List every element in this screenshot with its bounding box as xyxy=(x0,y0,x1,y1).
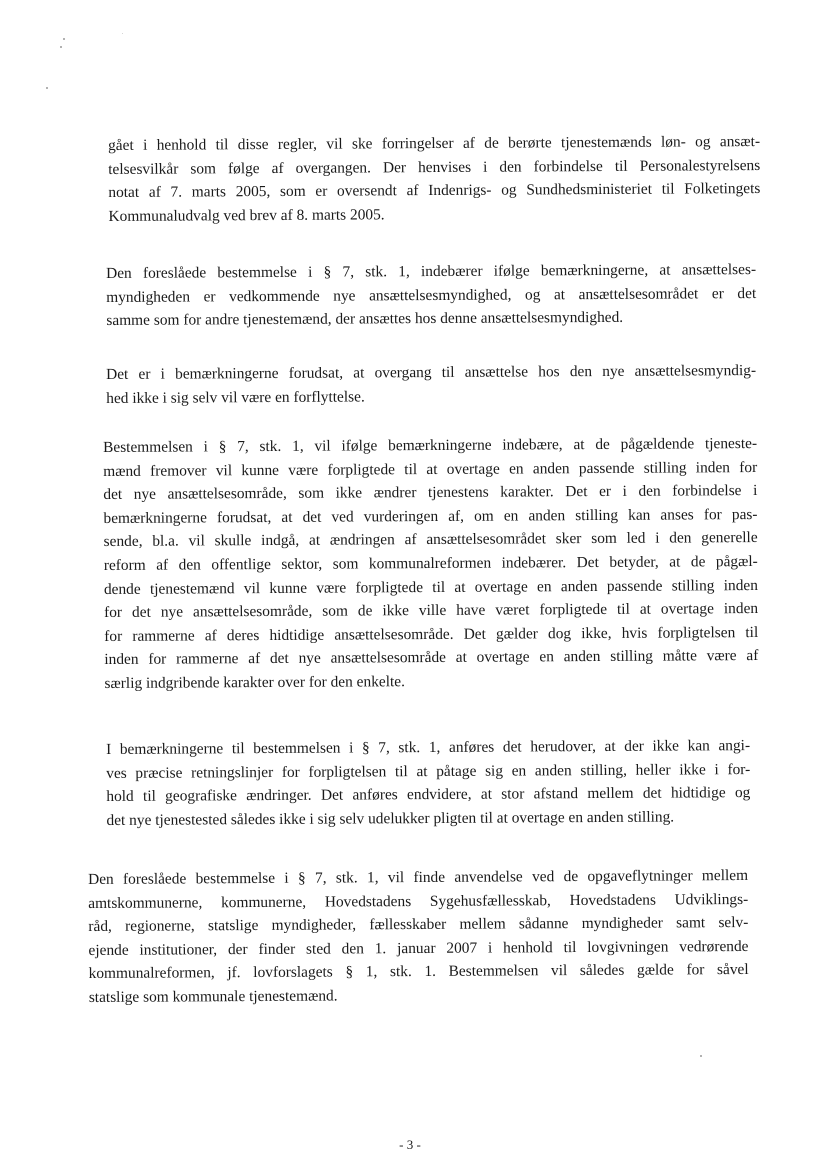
paragraph-line: Kommunaludvalg ved brev af 8. marts 2005. xyxy=(108,206,385,225)
paragraph-line: råd, regionerne, statslige myndigheder, fællesskaber mellem sådanne myndigheder samt selv- xyxy=(88,914,749,936)
paragraph-line: Den foreslåede bestemmelse i § 7, stk. 1, vil finde anvendelse ved de opgaveflytninger mellem xyxy=(88,866,749,888)
paragraph-line: Den foreslåede bestemmelse i § 7, stk. 1, indebærer ifølge bemærkningerne, at ansættelses- xyxy=(106,261,757,282)
paragraph-line: Det er i bemærkningerne forudsat, at overgang til ansættelse hos den nye ansættelsesmyndig- xyxy=(106,362,757,383)
scan-speck xyxy=(60,46,62,48)
paragraph-line: sende, bl.a. vil skulle indgå, at ændringen af ansættelsesområdet sker som led i den generelle xyxy=(103,529,758,551)
scan-speck xyxy=(122,33,123,34)
paragraph-line: samme som for andre tjenestemænd, der ansættes hos denne ansættelsesmyndighed. xyxy=(106,309,624,330)
paragraph-line: for rammerne af deres hidtidige ansættelsesområde. Det gælder dog ikke, hvis forpligtelsen til xyxy=(104,623,759,645)
paragraph-4 xyxy=(103,432,759,696)
paragraph-line: ves præcise retningslinjer for forpligtelsen til at påtage sig en anden stilling, heller ikke i for- xyxy=(106,760,751,782)
paragraph-line: bemærkningerne forudsat, at det ved vurderingen af, om en anden stilling kan anses for pas- xyxy=(103,505,758,527)
page-number: - 3 - xyxy=(399,1137,421,1152)
paragraph-line: amtskommunerne, kommunerne, Hovedstadens Sygehusfællesskab, Hovedstadens Udviklings- xyxy=(88,890,749,912)
paragraph-5 xyxy=(106,734,751,832)
paragraph-line: myndigheden er vedkommende nye ansættelsesmyndighed, og at ansættelsesområdet er det xyxy=(106,284,757,306)
paragraph-line: for det nye ansættelsesområde, som de ikke ville have været forpligtede til at overtage inden xyxy=(104,600,759,622)
paragraph-line: det nye ansættelsesområde, som ikke ændrer tjenestens karakter. Det er i den forbindelse i xyxy=(103,482,758,504)
paragraph-line: ejende institutioner, der finder sted den 1. januar 2007 i henhold til lovgivningen vedrørende xyxy=(88,937,749,959)
paragraph-6 xyxy=(88,864,749,1010)
paragraph-line: statslige som kommunale tjenestemænd. xyxy=(88,987,338,1006)
scan-speck xyxy=(46,87,48,89)
scan-speck xyxy=(700,1055,702,1057)
paragraph-line: hold til geografiske ændringer. Det anføres endvidere, at stor afstand mellem det hidtidige og xyxy=(106,784,751,806)
paragraph-line: gået i henhold til disse regler, vil ske forringelser af de berørte tjenestemænds løn- og ansæt- xyxy=(108,133,761,154)
paragraph-line: mænd fremover vil kunne være forpligtede til at overtage en anden passende stilling inden for xyxy=(103,458,758,480)
paragraph-line: notat af 7. marts 2005, som er oversendt af Indenrigs- og Sundhedsministeriet til Folketingets xyxy=(108,180,761,202)
paragraph-line: reform af den offentlige sektor, som kommunalreformen indebærer. Det betyder, at de pågæl- xyxy=(103,552,758,574)
paragraph-line: dende tjenestemænd vil kunne være forpligtede til at overtage en anden passende stilling inden xyxy=(103,576,758,598)
paragraph-3 xyxy=(106,359,756,410)
paragraph-line: inden for rammerne af det nye ansættelsesområde at overtage en anden stilling måtte være af xyxy=(104,647,759,669)
paragraph-line: særlig indgribende karakter over for den enkelte. xyxy=(104,673,405,692)
paragraph-1 xyxy=(108,130,761,228)
paragraph-line: I bemærkningerne til bestemmelsen i § 7, stk. 1, anføres det herudover, at der ikke kan angi- xyxy=(106,737,751,758)
paragraph-2 xyxy=(106,258,756,333)
paragraph-line: Bestemmelsen i § 7, stk. 1, vil ifølge bemærkningerne indebære, at de pågældende tjeneste- xyxy=(103,435,758,456)
scan-speck xyxy=(63,38,65,40)
paragraph-line: kommunalreformen, jf. lovforslagets § 1, stk. 1. Bestemmelsen vil således gælde for såvel xyxy=(88,961,749,983)
paragraph-line: hed ikke i sig selv vil være en forflyttelse. xyxy=(106,388,365,407)
paragraph-line: telsesvilkår som følge af overgangen. Der henvises i den forbindelse til Personalestyrelsens xyxy=(108,156,761,178)
paragraph-line: det nye tjenestested således ikke i sig selv udelukker pligten til at overtage en anden stilling. xyxy=(106,808,675,829)
